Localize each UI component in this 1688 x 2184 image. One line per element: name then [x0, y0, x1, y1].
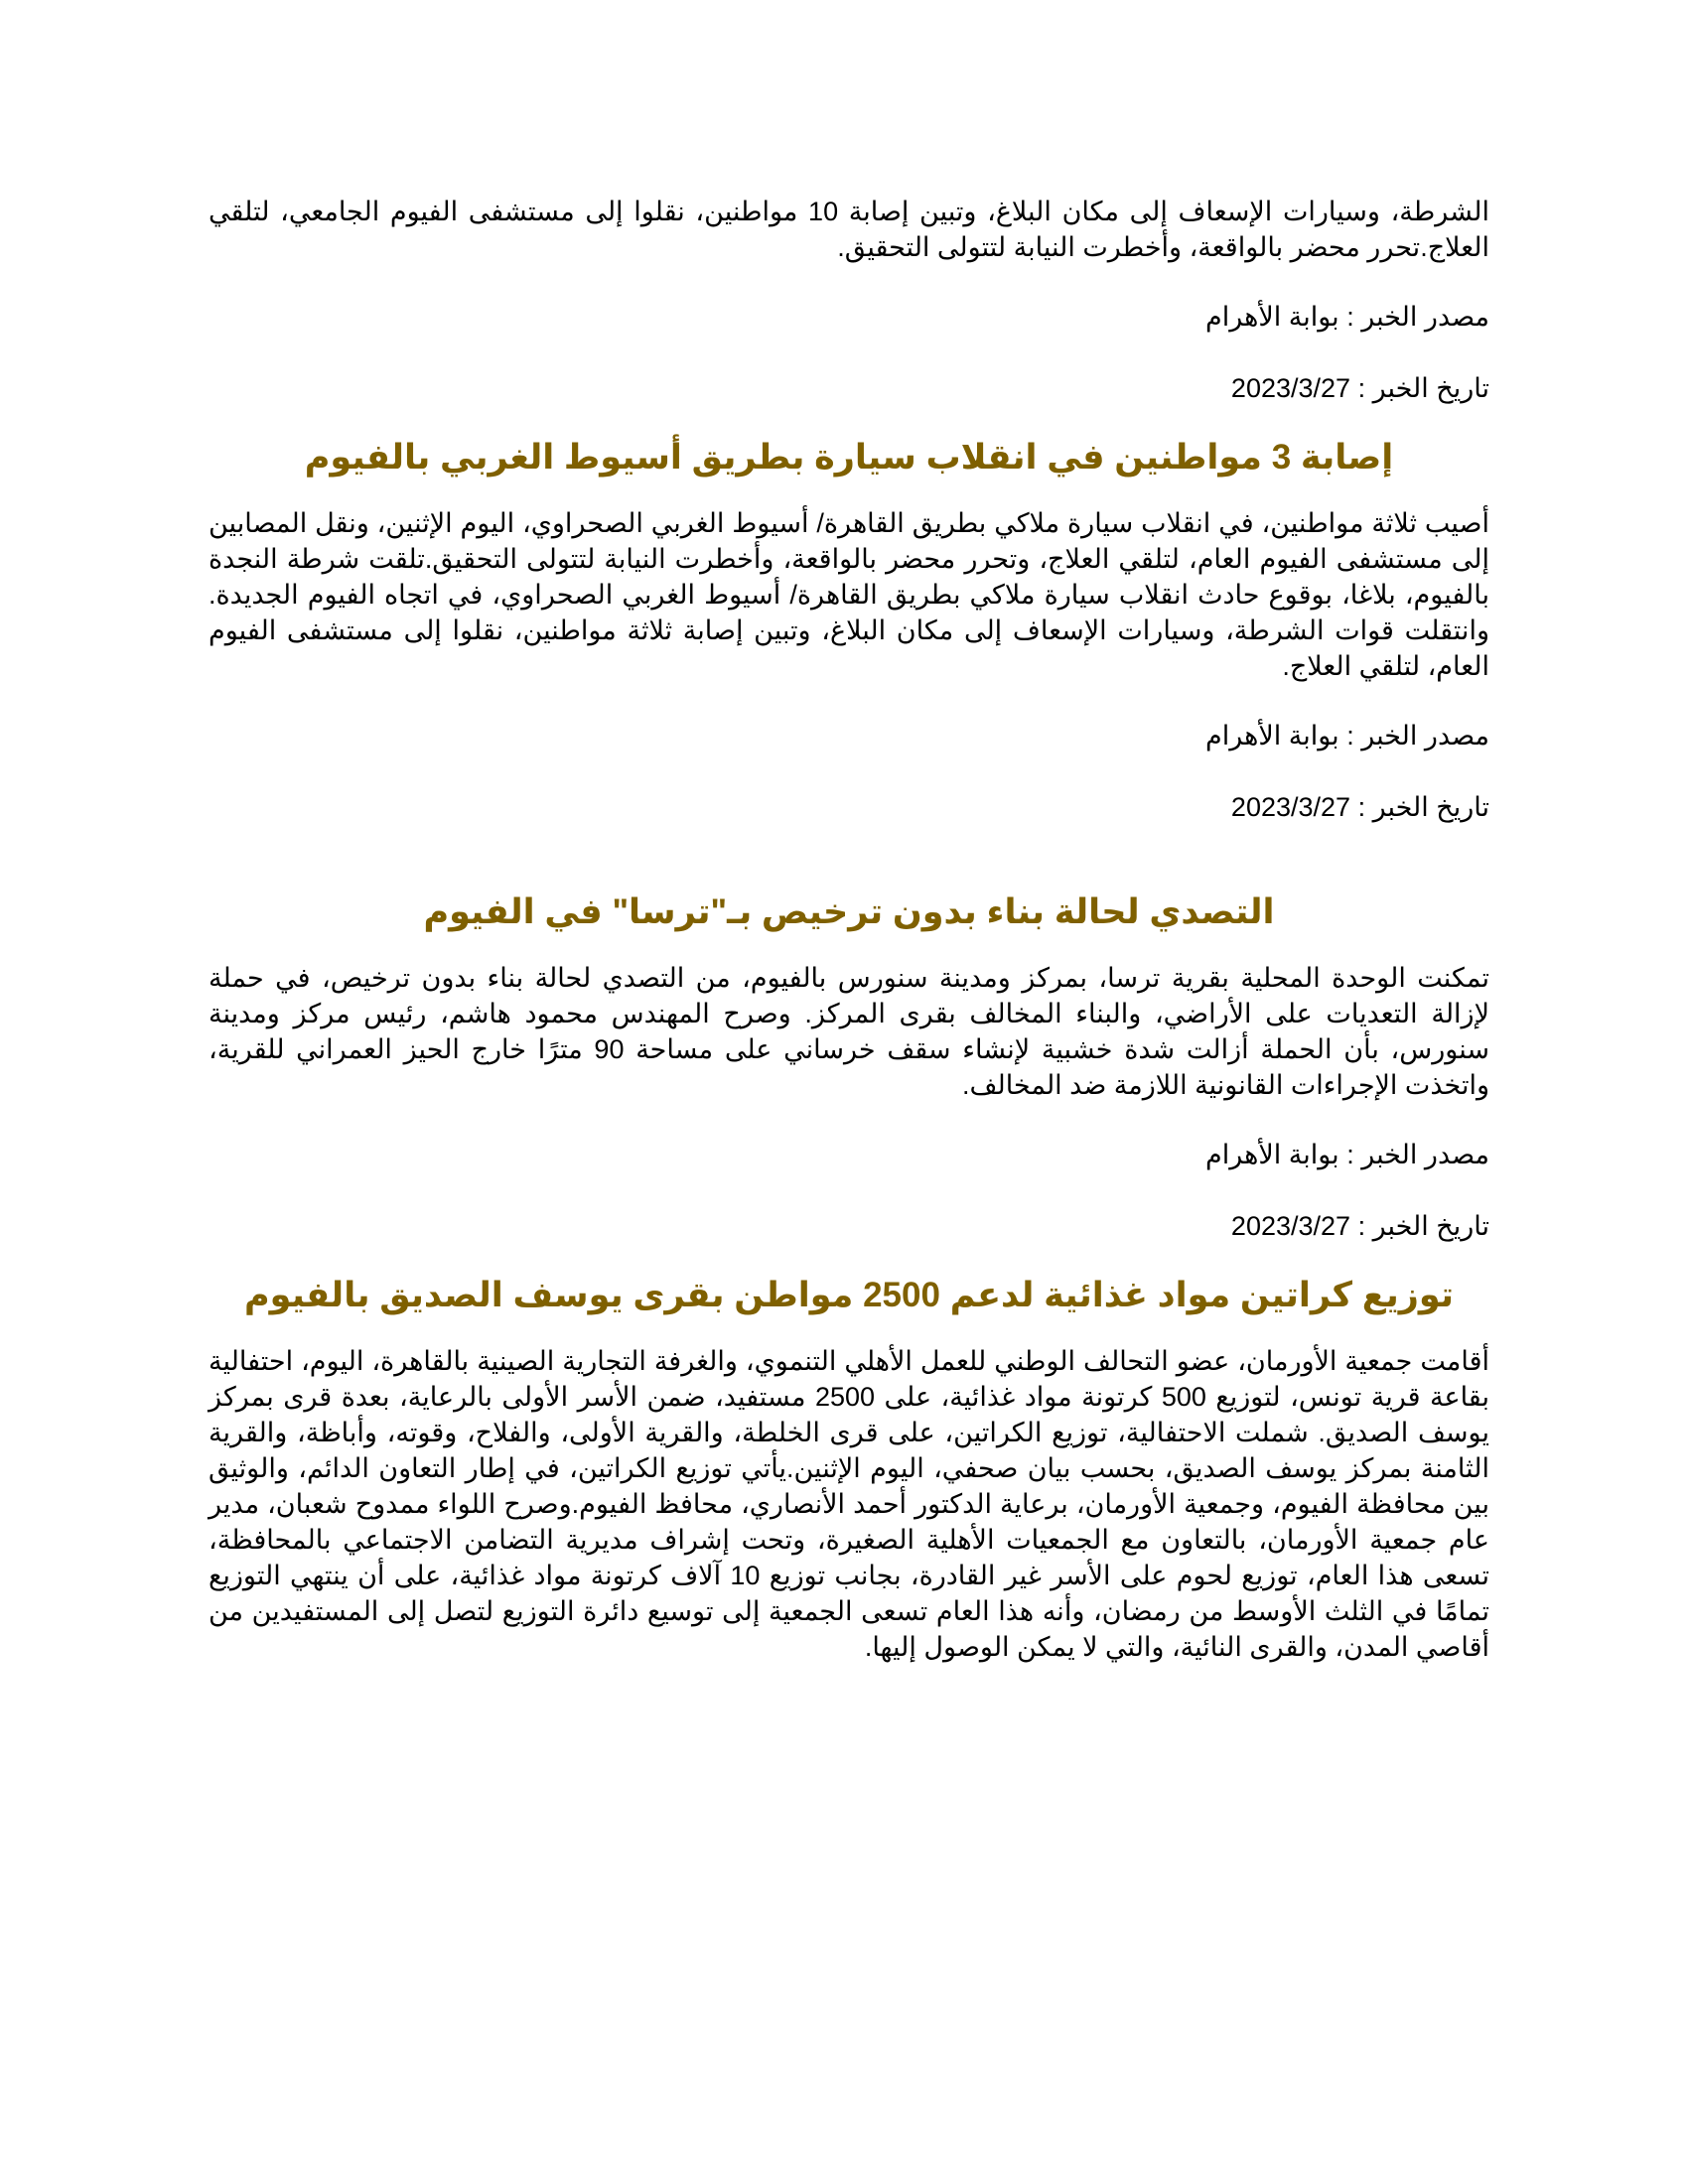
- article-paragraph: أصيب ثلاثة مواطنين، في انقلاب سيارة ملاكي بطريق القاهرة/ أسيوط الغربي الصحراوي، اليوم الإثنين، ونقل المصابين إلى مستشفى الفيوم العام، لتلقي العلاج، وتحرر محضر بالواقعة، وأخطرت النيابة لتتولى التحقيق.تلقت شرطة النجدة بالفيوم، بلاغا، بوقوع حادث انقلاب سيارة ملاكي بطريق القاهرة/ أسيوط الغربي الصحراوي، في اتجاه الفيوم الجديدة. وانتقلت قوات الشرطة، وسيارات الإسعاف إلى مكان البلاغ، وتبين إصابة ثلاثة مواطنين، نقلوا إلى مستشفى الفيوم العام، لتلقي العلاج.: [209, 508, 1489, 681]
- news-source-text: مصدر الخبر : بوابة الأهرام: [1204, 302, 1489, 332]
- article-title: التصدي لحالة بناء بدون ترخيص بـ"ترسا" في الفيوم: [423, 892, 1275, 931]
- news-date-value: 2023/3/27: [1230, 373, 1351, 403]
- news-date-label: تاريخ الخبر :: [1357, 792, 1489, 822]
- news-date: [209, 370, 1489, 406]
- news-date: [209, 1208, 1489, 1244]
- news-source-text: مصدر الخبر : بوابة الأهرام: [1204, 721, 1489, 751]
- news-source: [209, 1137, 1489, 1172]
- article-title: إصابة 3 مواطنين في انقلاب سيارة بطريق أسيوط الغربي بالفيوم: [304, 438, 1394, 477]
- article-paragraph: أقامت جمعية الأورمان، عضو التحالف الوطني للعمل الأهلي التنموي، والغرفة التجارية الصينية بالقاهرة، اليوم، احتفالية بقاعة قرية تونس، لتوزيع 500 كرتونة مواد غذائية، على 2500 مستفيد، ضمن الأسر الأولى بالرعاية، بعدة قرى بمركز يوسف الصديق. شملت الاحتفالية، توزيع الكراتين، على قرى الخلطة، والقرية الأولى، والفلاح، وقوته، وأباظة، والقرية الثامنة بمركز يوسف الصديق، بحسب بيان صحفي، اليوم الإثنين.يأتي توزيع الكراتين، في إطار التعاون الدائم، والوثيق بين محافظة الفيوم، وجمعية الأورمان، برعاية الدكتور أحمد الأنصاري، محافظ الفيوم.وصرح اللواء ممدوح شعبان، مدير عام جمعية الأورمان، بالتعاون مع الجمعيات الأهلية الصغيرة، وتحت إشراف مديرية التضامن الاجتماعي بالمحافظة، تسعى هذا العام، توزيع لحوم على الأسر غير القادرة، بجانب توزيع 10 آلاف كرتونة مواد غذائية، على أن ينتهي التوزيع تمامًا في الثلث الأوسط من رمضان، وأنه هذا العام تسعى الجمعية إلى توسيع دائرة التوزيع لتصل إلى المستفيدين من أقاصي المدن، والقرى النائية، والتي لا يمكن الوصول إليها.: [209, 1346, 1490, 1662]
- document-page: [209, 194, 1489, 1665]
- news-source-text: مصدر الخبر : بوابة الأهرام: [1204, 1140, 1489, 1169]
- news-date-label: تاريخ الخبر :: [1357, 373, 1489, 403]
- news-source: [209, 299, 1489, 335]
- news-source: [209, 718, 1489, 753]
- news-date-value: 2023/3/27: [1230, 792, 1351, 822]
- news-date-label: تاريخ الخبر :: [1357, 1211, 1489, 1241]
- news-date: [209, 789, 1489, 825]
- article-title: توزيع كراتين مواد غذائية لدعم 2500 مواطن بقرى يوسف الصديق بالفيوم: [243, 1276, 1454, 1314]
- news-date-value: 2023/3/27: [1230, 1211, 1351, 1241]
- intro-paragraph: الشرطة، وسيارات الإسعاف إلى مكان البلاغ، وتبين إصابة 10 مواطنين، نقلوا إلى مستشفى الفيوم الجامعي، لتلقي العلاج.تحرر محضر بالواقعة، وأخطرت النيابة لتتولى التحقيق.: [209, 197, 1489, 262]
- article-paragraph: تمكنت الوحدة المحلية بقرية ترسا، بمركز ومدينة سنورس بالفيوم، من التصدي لحالة بناء بدون ترخيص، في حملة لإزالة التعديات على الأراضي، والبناء المخالف بقرى المركز. وصرح المهندس محمود هاشم، رئيس مركز ومدينة سنورس، بأن الحملة أزالت شدة خشبية لإنشاء سقف خرساني على مساحة 90 مترًا خارج الحيز العمراني للقرية، واتخذت الإجراءات القانونية اللازمة ضد المخالف.: [209, 963, 1489, 1100]
